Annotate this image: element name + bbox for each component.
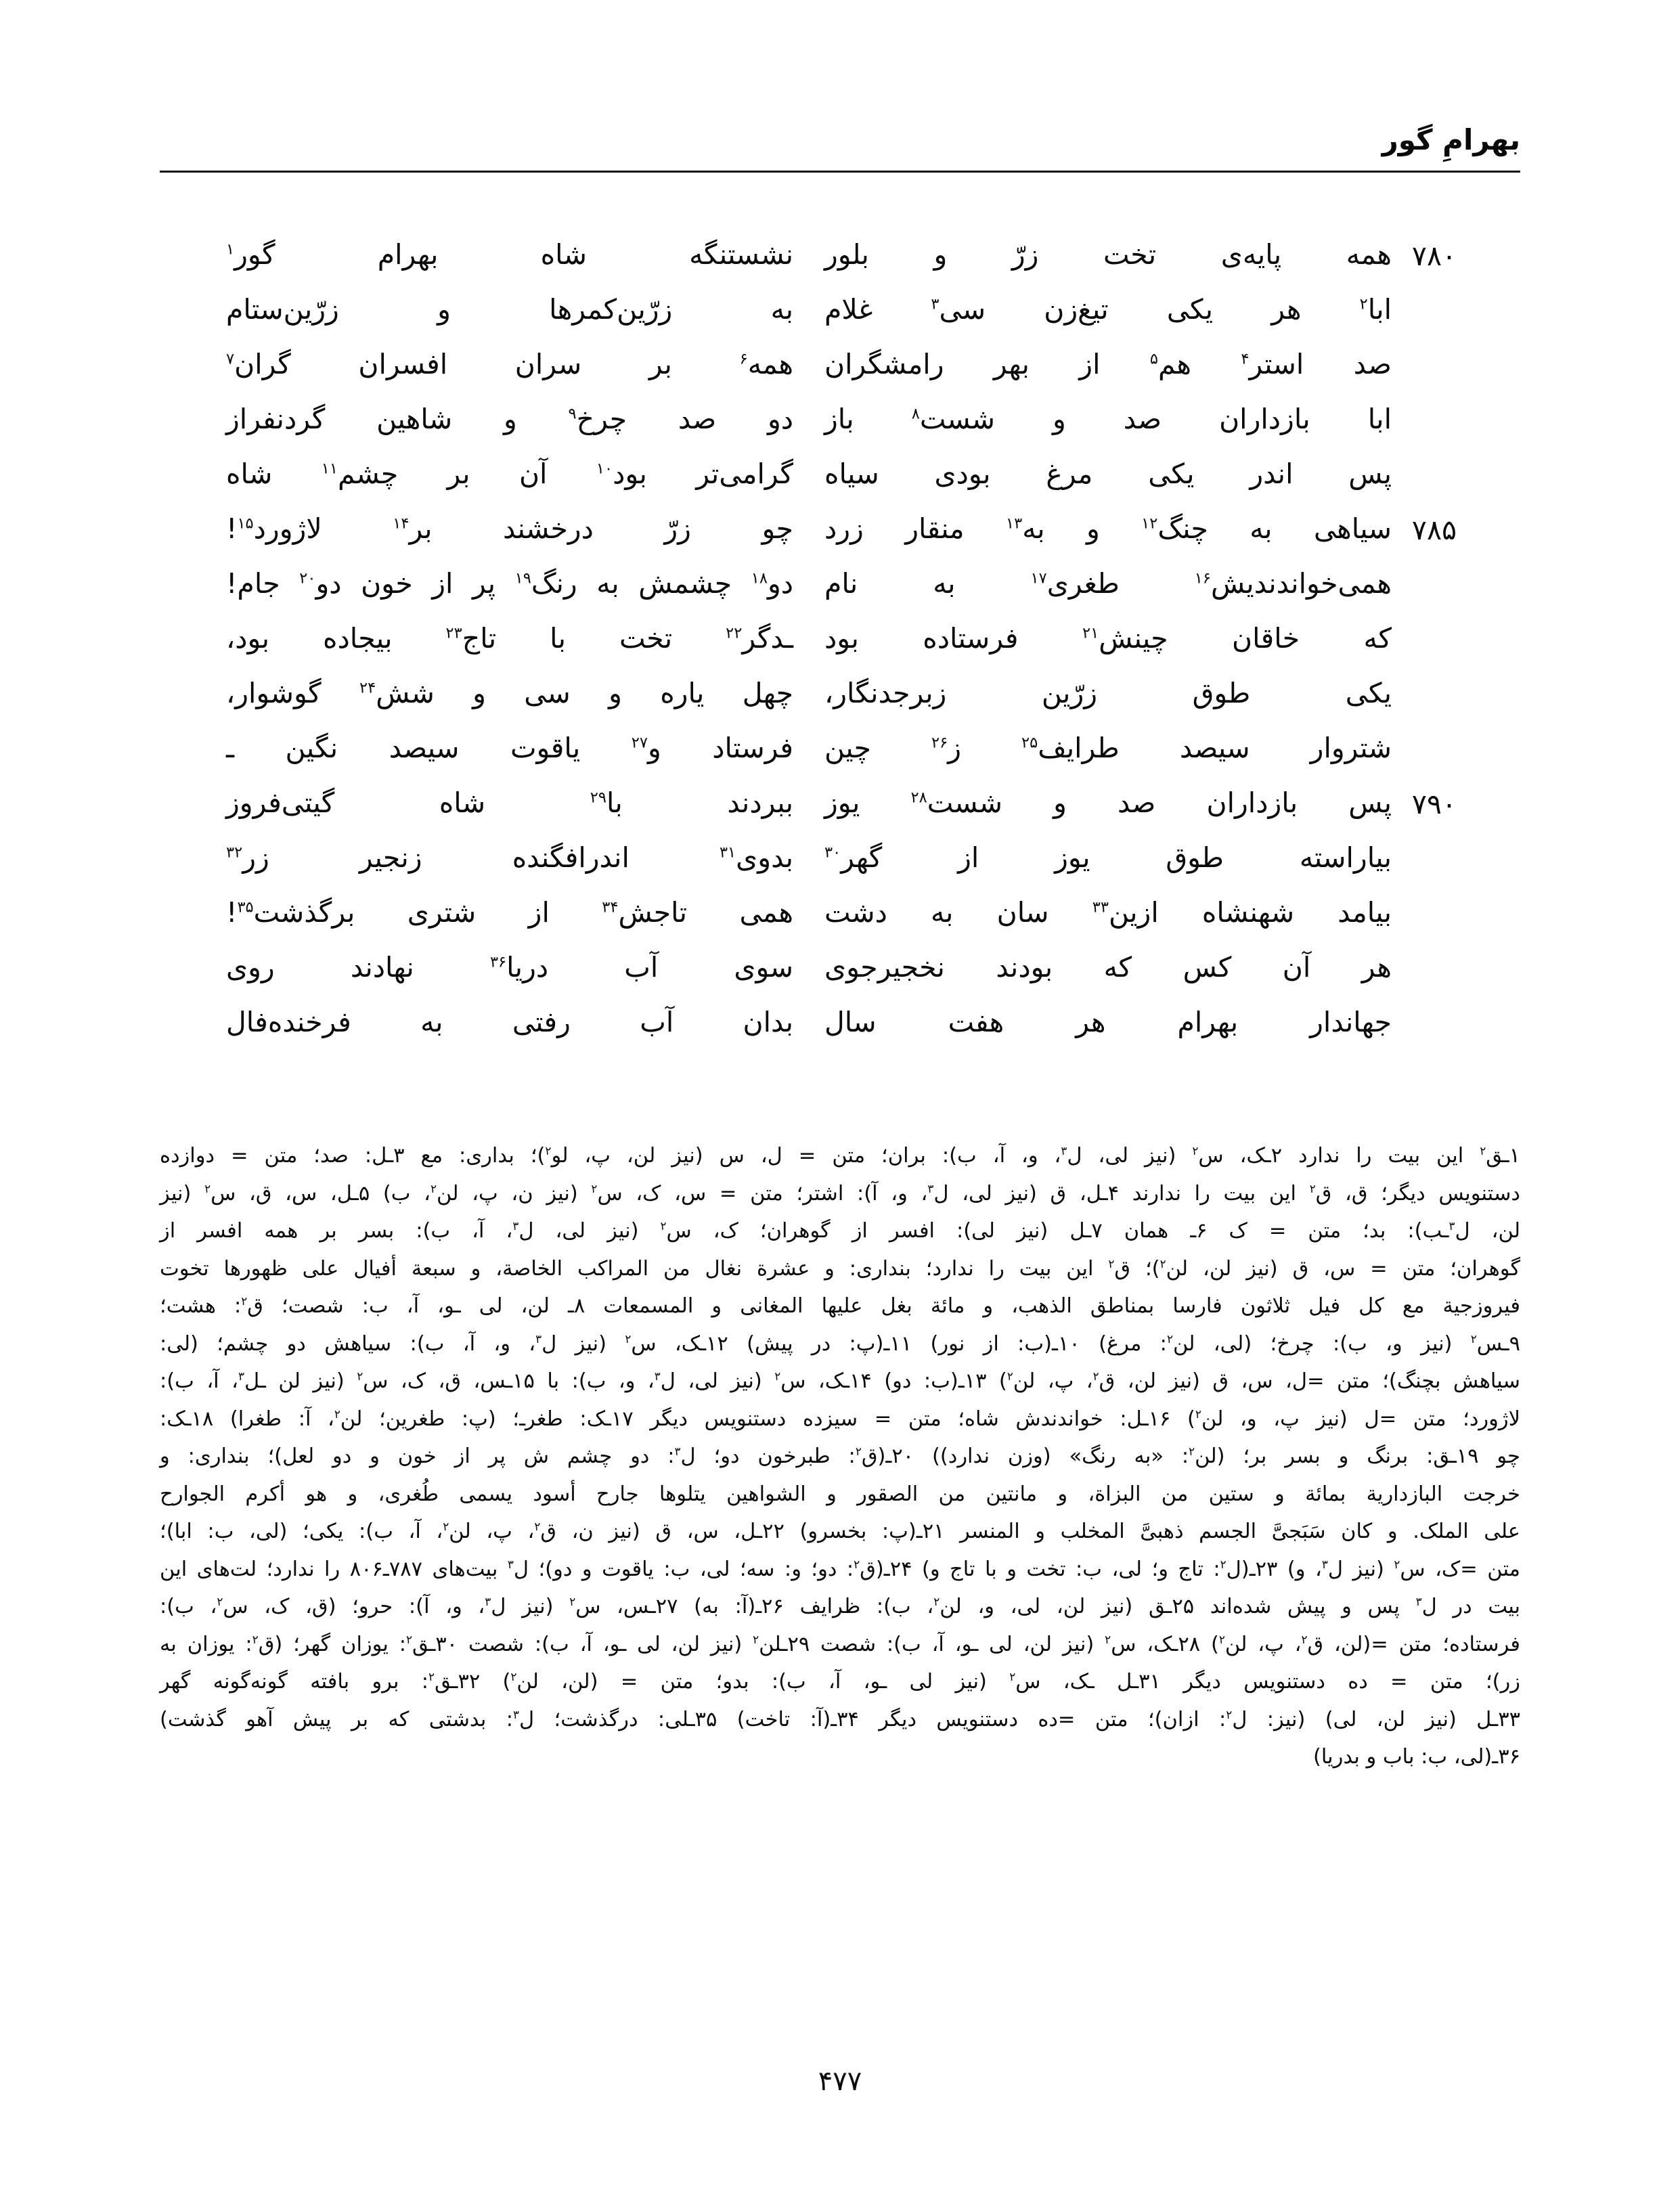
verse-line [223,730,1457,785]
hemistich-second: دو$^{۱۸}$ چشمش به رنگ$^{۱۹}$ پر از خون دو$^{۲۰}$ جام! [226,567,793,600]
apparatus-line: سیاهش بچنگ)؛ متن =ل، س، ق (نیز لن، ق$^۲$، پ، لن$^۲$) ۱۳ـ(ب: دو) ۱۴ـک، س$^۲$ (نیز لى، ل$^۳$، و، ب): با ۱۵ـس، ق، ک، س$^۲$ (نیز لن ـل$^۳$، آ، ب): [160,1369,1520,1393]
apparatus-line: چو ۱۹ـق: برنگ و بسر بر؛ (لن$^۲$: «به رنگ» (وزن ندارد)) ۲۰ـ(ق$^۲$: طبرخون دو؛ ل$^۳$: دو چشم ش پر از خون و دو لعل)؛ بندارى: و [160,1444,1521,1468]
header-divider-rule [160,171,1520,173]
verse-number: ۷۹۰ [1411,788,1457,820]
verse-number [1392,566,1457,569]
hemistich-first: جهاندار بهرام هر هفت سال [824,1006,1392,1038]
hemistich-first: پس بازداران صد و شست$^{۲۸}$ یوز [824,787,1392,819]
verse-line [223,950,1457,1004]
hemistich-first: یکی طوق زرّین زبرجدنگار، [824,677,1392,709]
apparatus-line: فرستاده؛ متن =(لن، ق$^۲$، پ، لن$^۲$) ۲۸ـک، س$^۲$ (نیز لن، لى ـو، آ، ب): شصت ۲۹ـلن$^۲$ (نیز لن، لى ـو، آ، ب): شصت ۳۰ـق$^۲$: یوزان گهر؛ (ق$^۲$: یوزان به [160,1632,1520,1656]
hemistich-first: سیاهی به چنگ$^{۱۲}$ و به$^{۱۳}$ منقار زرد [824,512,1392,545]
hemistich-first: که خاقان چینش$^{۲۱}$ فرستاده بود [824,622,1392,655]
apparatus-line: زر)؛ متن = ده دستنویس دیگر ۳۱ـل ـک، س$^۲$ (نیز لى ـو، آ، ب): بدو؛ متن = (لن، لن$^۲$) ۳۲ـق$^۲$: برو بافته گونه‌گونه گهر [160,1669,1521,1694]
hemistich-second: نشستنگه شاه بهرام گور$^۱$ [226,238,793,271]
verse-line [223,676,1457,730]
verse-line [223,511,1457,566]
verse-number [1392,621,1457,623]
verse-line [223,401,1457,456]
page-header [160,123,1520,187]
hemistich-second: فرستاد و$^{۲۷}$ یاقوت سیصد نگین ـ [226,732,793,764]
hemistich-first: پس اندر یکی مرغ بودی سیاه [824,458,1392,490]
verse-number [1392,895,1457,898]
verse-line [223,347,1457,401]
verse-line [223,1004,1457,1059]
verse-number: ۷۸۵ [1411,514,1457,546]
verse-number: ۷۸۰ [1411,240,1457,272]
critical-apparatus [160,1137,1520,1776]
apparatus-line: ۳۶ـ(لى، ب: باب و بدریا) [1312,1745,1520,1769]
hemistich-second: ـدگر$^{۲۲}$ تخت با تاج$^{۲۳}$ بیجاده بود، [226,622,793,655]
hemistich-first: همه پایه‌ی تخت زرّ و بلور [824,238,1392,271]
hemistich-second: سوی آب دریا$^{۳۶}$ نهادند روی [226,951,793,983]
hemistich-second: چو زرّ درخشند بر$^{۱۴}$ لاژورد$^{۱۵}$! [226,512,793,545]
folio-page-number: ۴۷۷ [818,2066,862,2097]
apparatus-line: گوهران؛ متن = س، ق (نیز لن، لن$^۲$)؛ ق$^۲$ این بیت را ندارد؛ بندارى: و عشرة نغال من المراكب الخاصة، و سبعة أفيال على ظهورها تخوت [160,1256,1520,1281]
verse-line [223,456,1457,511]
hemistich-second: چهل یاره و سی و شش$^{۲۴}$ گوشوار، [226,677,793,709]
hemistich-first: صد استر$^۴$ هم$^۵$ از بهر رامشگران [824,348,1392,380]
hemistich-first: شتروار سیصد طرایف$^{۲۵}$ ز$^{۲۶}$ چین [824,732,1392,764]
hemistich-first: ابا$^۲$ هر یکی تیغ‌زن سی$^۳$ غلام [824,293,1392,326]
verse-number [1392,676,1457,678]
hemistich-first: ابا بازداران صد و شست$^۸$ باز [824,403,1392,435]
apparatus-line: لاژورد؛ متن =ل (نیز پ، و، لن$^۲$) ۱۶ـل: خواندندش شاه؛ متن = سیزده دستنویس دیگر ۱۷ـک: طغرـ؛ (پ: طغرین؛ لن$^۲$، آ: طغرا) ۱۸ـک: [160,1407,1520,1431]
hemistich-first: هر آن کس که بودند نخجیرجوی [824,951,1392,983]
verse-number [1392,1004,1457,1007]
apparatus-line: لن، ل$^۳$ـب): بد؛ متن = ک ۶ـ همان ۷ـل (نیز لی): افسر از گوهران؛ ک، س$^۲$ (نیز لی، ل$^۳$، آ، ب): بسر بر همه افسر از [160,1218,1520,1243]
verse-line [223,785,1457,840]
apparatus-line: ۹ـس$^۲$ (نیز و، ب): چرخ؛ (لى، لن$^۲$: مرغ) ۱۰ـ(ب: از نور) ۱۱ـ(پ: در پیش) ۱۲ـک، س$^۲$ (نیز ل$^۳$، و، آ، ب): سیاهش دو چشم؛ (لى: [160,1331,1521,1356]
hemistich-first: بیاراسته طوق یوز از گهر$^{۳۰}$ [824,841,1392,874]
hemistich-second: بدوی$^{۳۱}$ اندرافگنده زنجیر زر$^{۳۲}$ [226,841,793,874]
verse-number [1392,292,1457,294]
verse-number [1392,347,1457,349]
hemistich-second: گرامی‌تر بود$^{۱۰}$ آن بر چشم$^{۱۱}$ شاه [226,458,794,490]
hemistich-first: بیامد شهنشاه ازین$^{۳۳}$ سان به دشت [824,896,1392,929]
verse-number [1392,456,1457,459]
hemistich-second: دو صد چرخ$^۹$ و شاهین گردنفراز [226,403,793,435]
apparatus-line: على الملک. و كان سَبَجىَّ الجسم ذهبىَّ المخلب و المنسر ۲۱ـ(پ: بخسرو) ۲۲ـل، س، ق (نیز ن، ق$^۲$، پ، لن$^۲$، آ، ب): یکى؛ (لى، ب: ابا)؛ [160,1519,1520,1543]
verse-line [223,292,1457,347]
verse-line [223,840,1457,895]
apparatus-line: بیت در ل$^۳$ پس و پیش شده‌اند ۲۵ـق (نیز لن، لى، و، لن$^۲$، ب): ظرایف ۲۶ـ(آ: به) ۲۷ـس، س$^۲$ (نیز ل$^۳$، و، آ): حرو؛ (ق، ک، س$^۲$، ب): [160,1594,1521,1618]
verse-number [1392,950,1457,952]
apparatus-line: خرجت البازدارية بمائة و ستین من البزاة، و مانتین من الصقور و الشواهین یتلوها جارح أسود یسمی طُغرى، و هو أكرم الجوارح [160,1482,1520,1506]
verse-line [223,566,1457,621]
hemistich-second: ببردند با$^{۲۹}$ شاه گیتی‌فروز [226,787,793,819]
verse-line [223,895,1457,950]
hemistich-second: بدان آب رفتی به فرخنده‌فال [226,1006,793,1038]
hemistich-first: همی‌خواندندیش$^{۱۶}$ طغری$^{۱۷}$ به نام [824,567,1392,600]
apparatus-line: ۱ـق$^۲$ این بیت را ندارد ۲ـک، س$^۲$ (نیز لی، ل$^۳$، و، آ، ب): بران؛ متن = ل، س (نیز لن، پ، لو$^۲$)؛ بدارى: مع ۳ـل: صد؛ متن = دوازده [160,1143,1520,1168]
verse-line [223,621,1457,676]
apparatus-line: ۳۳ـل (نیز لن، لى) (نیز: ل$^۲$: ازان)؛ متن =ده دستنویس دیگر ۳۴ـ(آ: تاخت) ۳۵ـلى: درگذشت؛ ل$^۳$: بدشتى که بر پیش آهو گذشت) [160,1707,1520,1731]
verse-number [1392,730,1457,733]
hemistich-second: به زرّین‌کمرها و زرّین‌ستام [226,293,793,326]
apparatus-line: فيروزجية مع كل فيل ثلاثون فارسا بمناطق الذهب، و مائة بغل عليها المغانى و المسمعات ۸ـ لن، لى ـو، آ، ب: شصت؛ ق$^۲$: هشت؛ [160,1294,1520,1318]
verse-number [1392,840,1457,843]
hemistich-second: همی تاجش$^{۳۴}$ از شتری برگذشت$^{۳۵}$! [226,896,793,929]
running-head-title: بهرامِ گور [1381,123,1520,156]
verse-number [1392,401,1457,404]
apparatus-line: دستنویس دیگر؛ ق، ق$^۲$ این بیت را ندارند ۴ـل، ق (نیز لی، ل$^۳$، و، آ): اشتر؛ متن = س، ک، س$^۲$ (نیز ن، پ، لن$^۲$، ب) ۵ـل، س، ق، س$^۲$ (نیز [160,1181,1520,1206]
hemistich-second: همه$^۶$ بر سران افسران گران$^۷$ [226,348,793,380]
verse-block [223,237,1457,1059]
apparatus-line: متن =ک، س$^۲$ (نیز ل$^۳$، و) ۲۳ـ(ل$^۲$: تاج و؛ لى، ب: تخت و با تاج و) ۲۴ـ(ق$^۲$: دو؛ و: سه؛ لى، ب: یاقوت و دو)؛ ل$^۳$ بیت‌هاى ۷۸۷ـ۸۰۶ را ندارد؛ لت‌هاى این [160,1557,1521,1581]
verse-line [223,237,1457,292]
